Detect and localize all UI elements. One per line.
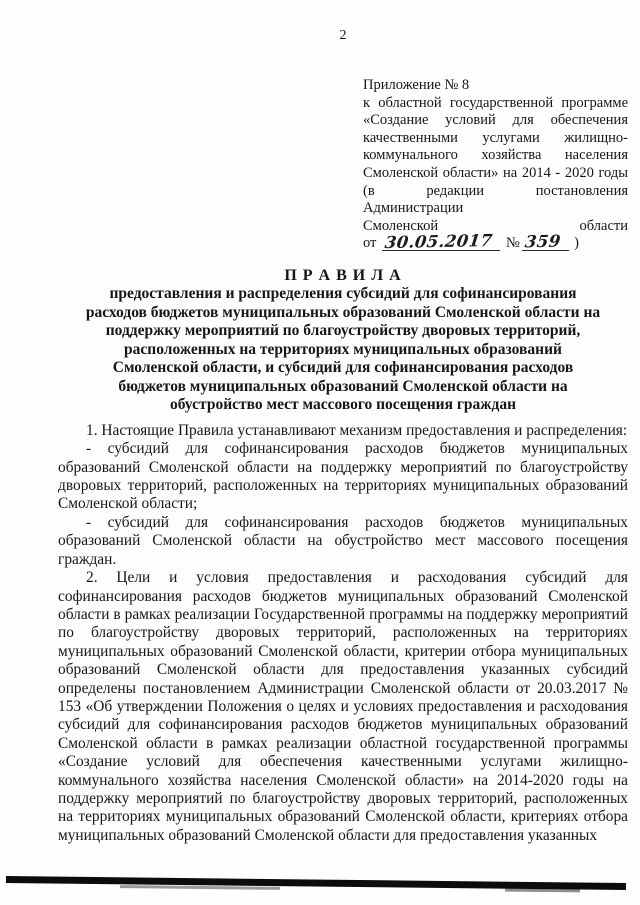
header-line: качественными услугами жилищно- <box>363 129 628 146</box>
handwritten-number: 359 <box>523 231 562 252</box>
appendix-header-block <box>363 77 628 253</box>
date-prefix-label: от <box>363 235 377 252</box>
number-blank-underline <box>522 231 569 252</box>
header-line: Смоленской области» на 2014 - 2020 годы <box>363 164 628 181</box>
paragraph-2-goals-conditions: 2. Цели и условия предоставления и расходования субсидий для софинансирования расходов бюджетов муниципальных образований Смоленской области в рамках реализации Государственной программы на поддержку мероприятий по благоустройству дворовых территорий, расположенных на территориях муниципальных образований Смоленской области, критерии отбора муниципальных образований Смоленской области для предоставления указанных субсидий определены постановлением Администрации Смоленской области от 20.03.2017 № 153 «Об утверждении Положения о целях и условиях предоставления и расходования субсидий для софинансирования расходов бюджетов муниципальных образований Смоленской области в рамках реализации областной государственной программы «Создание условий для обеспечения качественными услугами жилищно-коммунального хозяйства населения Смоленской области» на 2014-2020 годы на поддержку мероприятий по благоустройству дворовых территорий, расположенных на территориях муниципальных образований Смоленской области, критериях отбора муниципальных образований Смоленской области для предоставления указанных <box>58 569 628 844</box>
rules-title-heading: П Р А В И Л А <box>284 266 402 284</box>
scan-bottom-edge-line <box>6 876 626 890</box>
header-line: (в редакции постановления Администрации <box>363 182 628 217</box>
handwritten-date: 30.05.2017 <box>383 231 494 253</box>
header-line: Смоленской области <box>363 217 628 234</box>
rules-title-subtitle: предоставления и распределения субсидий для софинансирования расходов бюджетов муниципальных образований Смоленской области на поддержку мероприятий по благоустройству дворовых территорий, расположенных на территориях муниципальных образований Смоленской области, и субсидий для софинансирования расходов бюджетов муниципальных образований Смоленской области на обустройство мест массового посещения граждан <box>85 285 601 414</box>
header-line: к областной государственной программе <box>363 94 628 111</box>
paragraph-1-intro: 1. Настоящие Правила устанавливают механизм предоставления и распределения: <box>86 421 628 439</box>
number-sign-label: № <box>506 235 520 252</box>
header-line: коммунального хозяйства населения <box>363 147 628 164</box>
date-blank-underline <box>382 231 500 253</box>
page-number: 2 <box>339 28 347 43</box>
bullet-courtyard-subsidies: - субсидий для софинансирования расходов бюджетов муниципальных образований Смоленской области на поддержку мероприятий по благоустройству дворовых территорий, расположенных на территориях муниципальных образований Смоленской области; <box>58 440 628 513</box>
bullet-public-places-subsidies: - субсидий для софинансирования расходов бюджетов муниципальных образований Смоленской области на обустройство мест массового посещения граждан. <box>58 513 628 568</box>
closing-paren: ) <box>574 235 579 252</box>
header-line-appendix-number: Приложение № 8 <box>363 77 470 93</box>
page-content <box>58 0 628 845</box>
header-line: «Создание условий для обеспечения <box>363 112 628 129</box>
header-date-line <box>363 231 628 253</box>
body-text-block <box>58 422 628 845</box>
